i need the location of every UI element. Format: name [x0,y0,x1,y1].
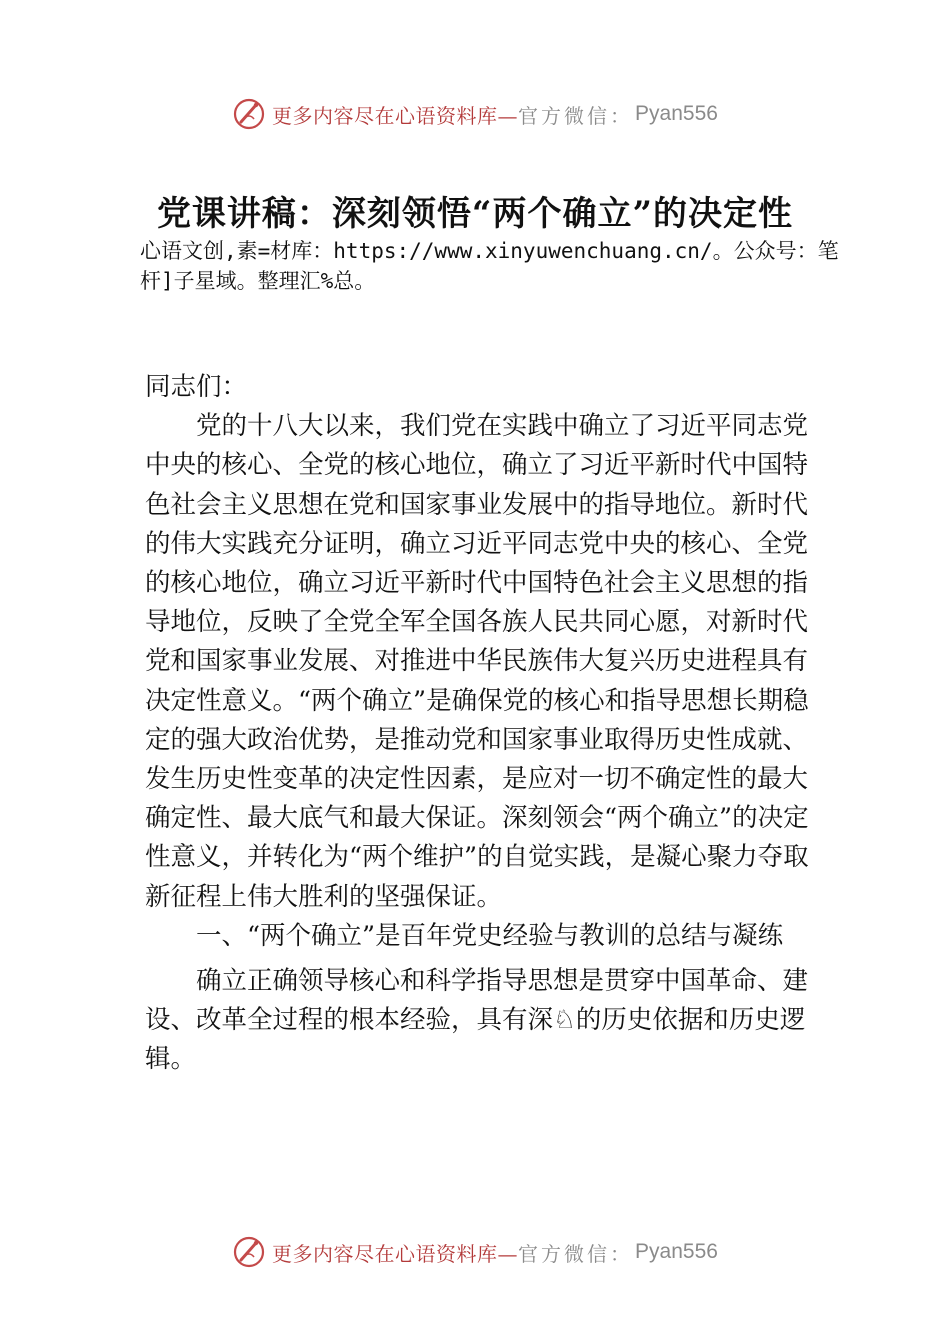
wechat-id: Pyan556 [635,102,718,125]
document-body [145,368,825,1080]
wechat-id: Pyan556 [635,1240,718,1263]
brush-logo-icon [232,1235,266,1269]
wechat-label: 官方微信： [518,1241,634,1266]
footer-banner [0,1232,950,1272]
banner-text: 更多内容尽在心语资料库— [272,1241,519,1266]
brush-logo-icon [232,97,266,131]
section-heading: 一、“两个确立”是百年党史经验与教训的总结与凝练 [196,920,784,951]
salutation: 同志们： [145,372,248,402]
source-note: 心语文创,素=材库：https://www.xinyuwenchuang.cn/。公众号：笔杆]子星域。整理汇%总。 [140,239,839,293]
document-title: 党课讲稿：深刻领悟“两个确立”的决定性 [156,194,794,234]
banner-text: 更多内容尽在心语资料库— [272,103,519,128]
paragraph: 确立正确领导核心和科学指导思想是贯穿中国革命、建设、改革全过程的根本经验，具有深♘的历史依据和历史逻辑。 [145,966,809,1075]
header-banner [0,94,950,134]
wechat-label: 官方微信： [518,103,634,128]
paragraph: 党的十八大以来，我们党在实践中确立了习近平同志党中央的核心、全党的核心地位，确立了习近平新时代中国特色社会主义思想在党和国家事业发展中的指导地位。新时代的伟大实践充分证明，确立习近平同志党中央的核心、全党的核心地位，确立习近平新时代中国特色社会主义思想的指导地位，反映了全党全军全国各族人民共同心愿，对新时代党和国家事业发展、对推进中华民族伟大复兴历史进程具有决定性意义。“两个确立”是确保党的核心和指导思想长期稳定的强大政治优势，是推动党和国家事业取得历史性成就、 发生历史性变革的决定性因素，是应对一切不确定性的最大确定性、最大底气和最大保证。深刻领会“两个确立”的决定性意义，并转化为“两个维护”的自觉实践，是凝心聚力夺取新征程上伟大胜利的坚强保证。 [145,411,809,912]
